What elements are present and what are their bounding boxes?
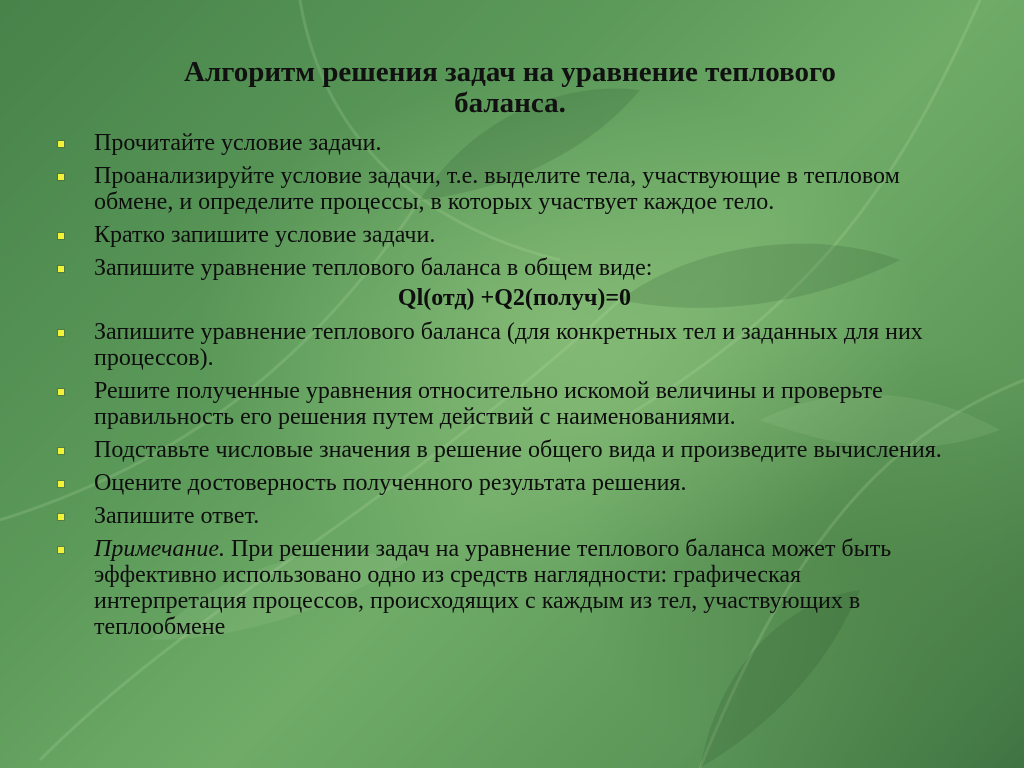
slide-title-line-2: баланса. bbox=[454, 87, 566, 119]
square-bullet-icon bbox=[58, 389, 64, 395]
list-item: Оцените достоверность полученного результата решения. bbox=[52, 470, 957, 496]
list-item: Запишите уравнение теплового баланса в общем виде: bbox=[52, 255, 957, 281]
note-text: При решении задач на уравнение теплового баланса может быть эффективно использовано одно из средств наглядности: графическая интерпретация процессов, происходящих с каждым из тел, участвующих в теплообмене bbox=[94, 536, 892, 640]
list-item-line: Проанализируйте условие задачи, т.е. выделите тела, участвующие в тепловом bbox=[94, 163, 900, 189]
square-bullet-icon bbox=[58, 174, 64, 180]
square-bullet-icon bbox=[58, 514, 64, 520]
square-bullet-icon bbox=[58, 481, 64, 487]
list-item: Решите полученные уравнения относительно искомой величины и проверьте правильность его решения путем действий с наименованиями. bbox=[52, 378, 957, 430]
slide-title-line-1: Алгоритм решения задач на уравнение теплового bbox=[184, 56, 836, 88]
square-bullet-icon bbox=[58, 233, 64, 239]
square-bullet-icon bbox=[58, 547, 64, 553]
list-item: Запишите ответ. bbox=[52, 503, 957, 529]
square-bullet-icon bbox=[58, 141, 64, 147]
list-item: Прочитайте условие задачи. bbox=[52, 130, 957, 156]
square-bullet-icon bbox=[58, 448, 64, 454]
steps-list bbox=[52, 130, 957, 647]
slide-title bbox=[100, 57, 920, 119]
list-item: Запишите уравнение теплового баланса (для конкретных тел и заданных для них процессов). bbox=[52, 319, 957, 371]
heat-balance-formula: Ql(отд) +Q2(получ)=0 bbox=[397, 285, 632, 311]
note-item bbox=[52, 536, 957, 640]
list-item bbox=[52, 163, 957, 215]
note-label: Примечание. bbox=[94, 536, 225, 562]
list-item-line: обмене, и определите процессы, в которых участвует каждое тело. bbox=[94, 189, 775, 215]
list-item: Кратко запишите условие задачи. bbox=[52, 222, 957, 248]
list-item: Подставьте числовые значения в решение общего вида и произведите вычисления. bbox=[52, 437, 957, 463]
square-bullet-icon bbox=[58, 330, 64, 336]
square-bullet-icon bbox=[58, 266, 64, 272]
